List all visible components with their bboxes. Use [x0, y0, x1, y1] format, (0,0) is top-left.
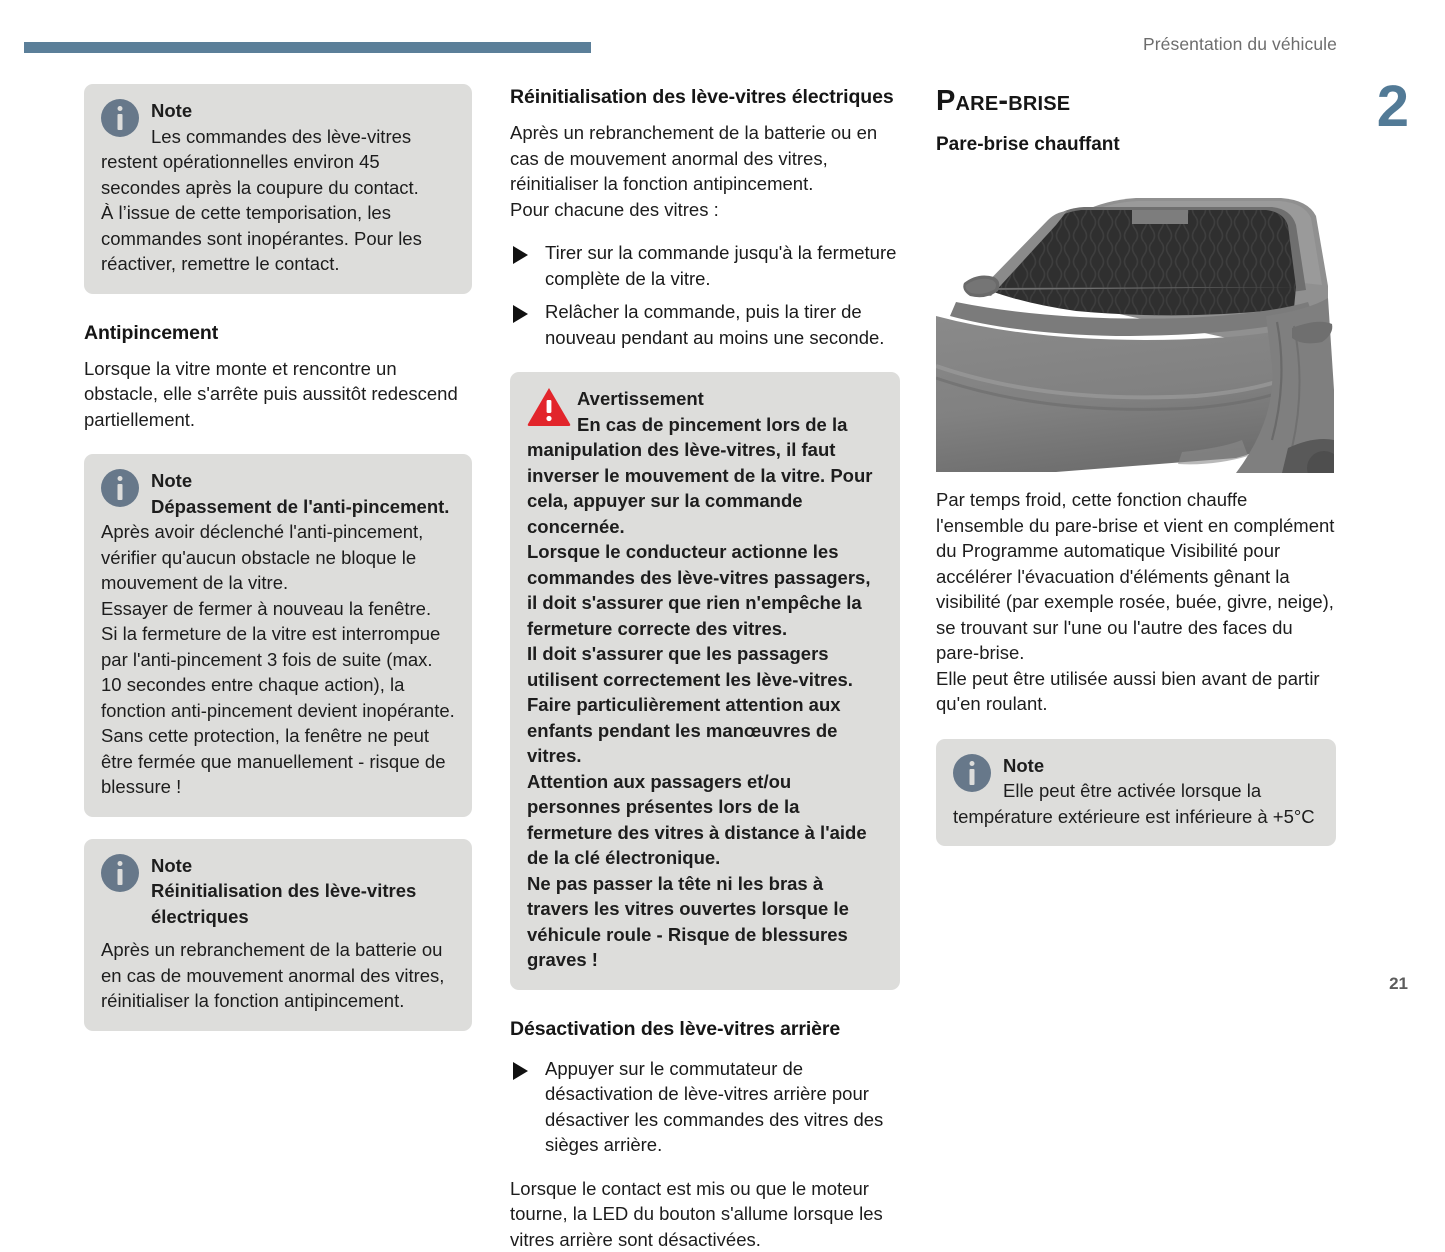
warning-body-3: Il doit s'assurer que les passagers utilisent correctement les lève-vitres.	[527, 641, 883, 692]
section-body-reinitialisation: Après un rebranchement de la batterie ou en cas de mouvement anormal des vitres, réinitialiser la fonction antipincement.	[510, 120, 900, 197]
note-body-3: Si la fermeture de la vitre est interrompue par l'anti-pincement 3 fois de suite (max. 10 secondes entre chaque action), la fonction anti-pincement devient inopérante.	[101, 621, 455, 723]
list-item	[510, 240, 900, 291]
warning-triangle-icon	[527, 387, 571, 429]
section-title-reinitialisation: Réinitialisation des lève-vitres électriques	[510, 84, 900, 110]
note-label: Note	[151, 855, 192, 876]
page-title: Pare-brise	[936, 84, 1336, 118]
note-box-temperature	[936, 739, 1336, 847]
triangle-right-bullet-icon	[513, 246, 528, 264]
list-item	[510, 1056, 900, 1158]
section-title-antipincement: Antipincement	[84, 320, 472, 346]
note-body: Après un rebranchement de la batterie ou en cas de mouvement anormal des vitres, réinitialiser la fonction antipincement.	[101, 937, 455, 1014]
sub-title-pare-brise-chauffant: Pare-brise chauffant	[936, 132, 1336, 158]
steps-list-desactivation	[510, 1056, 900, 1158]
info-circle-icon	[101, 99, 145, 141]
note-box-reinitialisation	[84, 839, 472, 1031]
right-column	[936, 84, 1336, 846]
section-title-desactivation: Désactivation des lève-vitres arrière	[510, 1016, 900, 1042]
list-item-label: Relâcher la commande, puis la tirer de nouveau pendant au moins une seconde.	[545, 301, 884, 348]
list-item-label: Appuyer sur le commutateur de désactivation de lève-vitres arrière pour désactiver les commandes des vitres des sièges arrière.	[545, 1058, 883, 1156]
section-body-reinitialisation-2: Pour chacune des vitres :	[510, 197, 900, 223]
note-body-4: Sans cette protection, la fenêtre ne peut être fermée que manuellement - risque de blessure !	[101, 723, 455, 800]
warning-body: En cas de pincement lors de la manipulation des lève-vitres, il faut inverser le mouvement de la vitre. Pour cela, appuyer sur la commande concernée.	[527, 414, 872, 537]
page-number: 21	[1389, 974, 1408, 994]
info-circle-icon	[101, 469, 145, 511]
list-item	[510, 299, 900, 350]
chapter-number: 2	[1377, 78, 1409, 136]
section-body-antipincement: Lorsque la vitre monte et rencontre un obstacle, elle s'arrête puis aussitôt redescend partiellement.	[84, 356, 472, 433]
left-column	[84, 84, 472, 1031]
middle-column	[510, 84, 900, 1252]
note-label: Note	[1003, 755, 1044, 776]
note-body: Les commandes des lève-vitres restent opérationnelles environ 45 secondes après la coupure du contact.	[101, 126, 419, 198]
header-accent-bar	[24, 42, 591, 53]
note-subtitle: Réinitialisation des lève-vitres électriques	[151, 880, 416, 927]
note-label: Note	[151, 470, 192, 491]
triangle-right-bullet-icon	[513, 1062, 528, 1080]
triangle-right-bullet-icon	[513, 305, 528, 323]
page-header-title: Présentation du véhicule	[1143, 34, 1337, 55]
note-body-2: À l’issue de cette temporisation, les commandes sont inopérantes. Pour les réactiver, remettre le contact.	[101, 200, 455, 277]
right-body-text: Par temps froid, cette fonction chauffe l'ensemble du pare-brise et vient en complément du Programme automatique Visibilité pour accélérer l'évacuation d'éléments gênant la visibilité (par exemple rosée, buée, givre, neige), se trouvant sur l'une ou l'autre des faces du pare-brise.	[936, 487, 1336, 666]
info-circle-icon	[953, 754, 997, 796]
note-body-2: Essayer de fermer à nouveau la fenêtre.	[101, 596, 455, 622]
note-subtitle: Dépassement de l'anti-pincement.	[151, 496, 449, 517]
heated-windscreen-illustration	[936, 190, 1334, 473]
steps-list-reinitialisation	[510, 240, 900, 350]
warning-body-6: Ne pas passer la tête ni les bras à travers les vitres ouvertes lorsque le véhicule roule - Risque de blessures graves !	[527, 871, 883, 973]
warning-body-2: Lorsque le conducteur actionne les commandes des lève-vitres passagers, il doit s'assurer que rien n'empêche la fermeture correcte des vitres.	[527, 539, 883, 641]
warning-body-4: Faire particulièrement attention aux enfants pendant les manœuvres de vitres.	[527, 692, 883, 769]
note-box-window-controls	[84, 84, 472, 294]
note-body: Elle peut être activée lorsque la température extérieure est inférieure à +5°C	[953, 780, 1315, 827]
note-box-depassement	[84, 454, 472, 817]
right-body-text-2: Elle peut être utilisée aussi bien avant de partir qu'en roulant.	[936, 666, 1336, 717]
note-body: Après avoir déclenché l'anti-pincement, vérifier qu'aucun obstacle ne bloque le mouvement de la vitre.	[101, 519, 455, 596]
warning-label: Avertissement	[577, 388, 704, 409]
list-item-label: Tirer sur la commande jusqu'à la fermeture complète de la vitre.	[545, 242, 896, 289]
note-label: Note	[151, 100, 192, 121]
section-body-desactivation: Lorsque le contact est mis ou que le moteur tourne, la LED du bouton s'allume lorsque les vitres arrière sont désactivées.	[510, 1176, 900, 1252]
warning-body-5: Attention aux passagers et/ou personnes présentes lors de la fermeture des vitres à distance à l'aide de la clé électronique.	[527, 769, 883, 871]
warning-box-pincement	[510, 372, 900, 990]
